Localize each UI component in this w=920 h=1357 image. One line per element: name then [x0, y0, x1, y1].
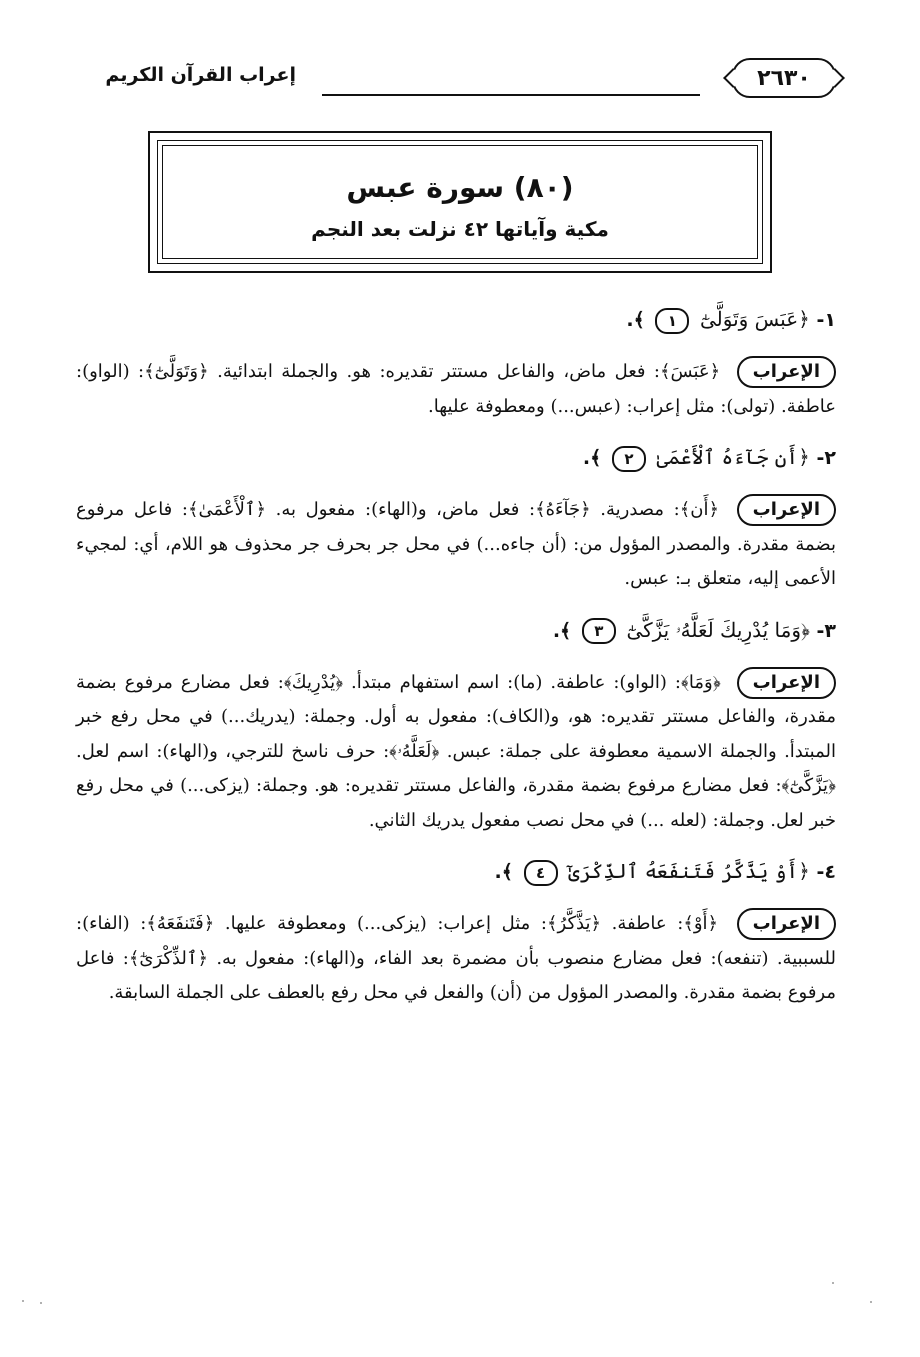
irab-text: ﴿أَن﴾: مصدرية. ﴿جَآءَهُ﴾: فعل ماض، و(الهاء): مفعول به. ﴿ٱلْأَعْمَىٰ﴾: فاعل مرفوع بضمة مقدرة. والمصدر المؤول من: (أن جاءه...) في محل جر بحرف جر محذوف هو اللام، أي: لمجيء الأعمى إليه، متعلق بـ: عبس.: [76, 499, 836, 589]
irab-block-1: [76, 355, 836, 424]
surah-title-frame: [148, 131, 772, 273]
verse-text: ﴿عَبَسَ وَتَوَلَّىٰٓ: [700, 307, 810, 331]
verse-number: ٣-: [816, 619, 836, 642]
page-number: ٢٦٣٠: [732, 58, 836, 98]
ayah-number-marker: ٣: [582, 618, 616, 644]
ayah-number-marker: ٤: [524, 860, 558, 886]
irab-label: الإعراب: [737, 494, 836, 526]
verse-end: ﴾.: [552, 619, 572, 642]
irab-label: الإعراب: [737, 356, 836, 388]
verse-line-4: [76, 854, 836, 889]
scan-specks: [0, 1300, 920, 1306]
surah-subtitle: مكية وآياتها ٤٢ نزلت بعد النجم: [311, 217, 609, 241]
verse-text: ﴿أَوْ يَذَّكَّرُ فَتَنفَعَهُ ٱلذِّكْرَىٰٓ: [568, 859, 810, 883]
header-rule: [322, 94, 700, 96]
irab-text: ﴿عَبَسَ﴾: فعل ماض، والفاعل مستتر تقديره: هو. والجملة ابتدائية. ﴿وَتَوَلَّىٰٓ﴾: (الواو): عاطفة. (تولى): مثل إعراب: (عبس...) ومعطوفة عليها.: [76, 361, 836, 417]
verse-line-2: [76, 440, 836, 475]
verse-line-3: [76, 613, 836, 648]
scan-speck: [832, 1282, 834, 1284]
verse-number: ٢-: [816, 447, 836, 469]
scan-speck: [870, 1301, 872, 1303]
page-body: [76, 302, 836, 1027]
irab-block-2: [76, 493, 836, 597]
irab-text: ﴿وَمَا﴾: (الواو): عاطفة. (ما): اسم استفهام مبتدأ. ﴿يُدْرِيكَ﴾: فعل مضارع مرفوع بضمة مقدرة، والفاعل مستتر تقديره: هو، و(الكاف): مفعول به أول. وجملة: (يدريك...) في محل رفع خبر المبتدأ. والجملة الاسمية معطوفة على جملة: عبس. ﴿لَعَلَّهُۥ﴾: حرف ناسخ للترجي، و(الهاء): اسم لعل. ﴿يَزَّكَّىٰٓ﴾: فعل مضارع مرفوع بضمة مقدرة، والفاعل مستتر تقديره: هو. وجملة: (يزكى...) في محل رفع خبر لعل. وجملة: (لعله ...) في محل نصب مفعول يدريك الثاني.: [76, 671, 836, 831]
ayah-number-marker: ٢: [612, 446, 646, 472]
verse-number: ٤-: [816, 861, 836, 883]
verse-text: ﴿وَمَا يُدْرِيكَ لَعَلَّهُۥ يَزَّكَّىٰٓ: [626, 617, 810, 642]
verse-end: ﴾.: [582, 447, 602, 469]
irab-text: ﴿أَوْ﴾: عاطفة. ﴿يَذَّكَّرُ﴾: مثل إعراب: (يزكى...) ومعطوفة عليها. ﴿فَتَنفَعَهُ﴾: (الفاء): للسببية. (تنفعه): فعل مضارع منصوب بأن مضمرة بعد الفاء، و(الهاء): مفعول به. ﴿ٱلذِّكْرَىٰٓ﴾: فاعل مرفوع بضمة مقدرة. والمصدر المؤول من (أن) والفعل في محل رفع بالعطف على الجملة السابقة.: [76, 913, 836, 1003]
verse-number: ١-: [816, 309, 836, 331]
verse-end: ﴾.: [494, 861, 513, 883]
irab-block-4: [76, 907, 836, 1011]
ayah-number-marker: ١: [655, 308, 689, 334]
verse-end: ﴾.: [626, 309, 645, 331]
irab-label: الإعراب: [737, 667, 836, 699]
verse-text: ﴿أَن جَآءَهُ ٱلْأَعْمَىٰ: [656, 445, 810, 469]
irab-block-3: [76, 666, 836, 839]
book-title: إعراب القرآن الكريم: [105, 64, 296, 86]
surah-title: (٨٠) سورة عبس: [346, 171, 574, 204]
page-header: [0, 58, 920, 102]
scan-speck: [40, 1302, 42, 1304]
irab-label: الإعراب: [737, 908, 836, 940]
verse-line-1: [76, 302, 836, 337]
scan-speck: [22, 1300, 24, 1302]
